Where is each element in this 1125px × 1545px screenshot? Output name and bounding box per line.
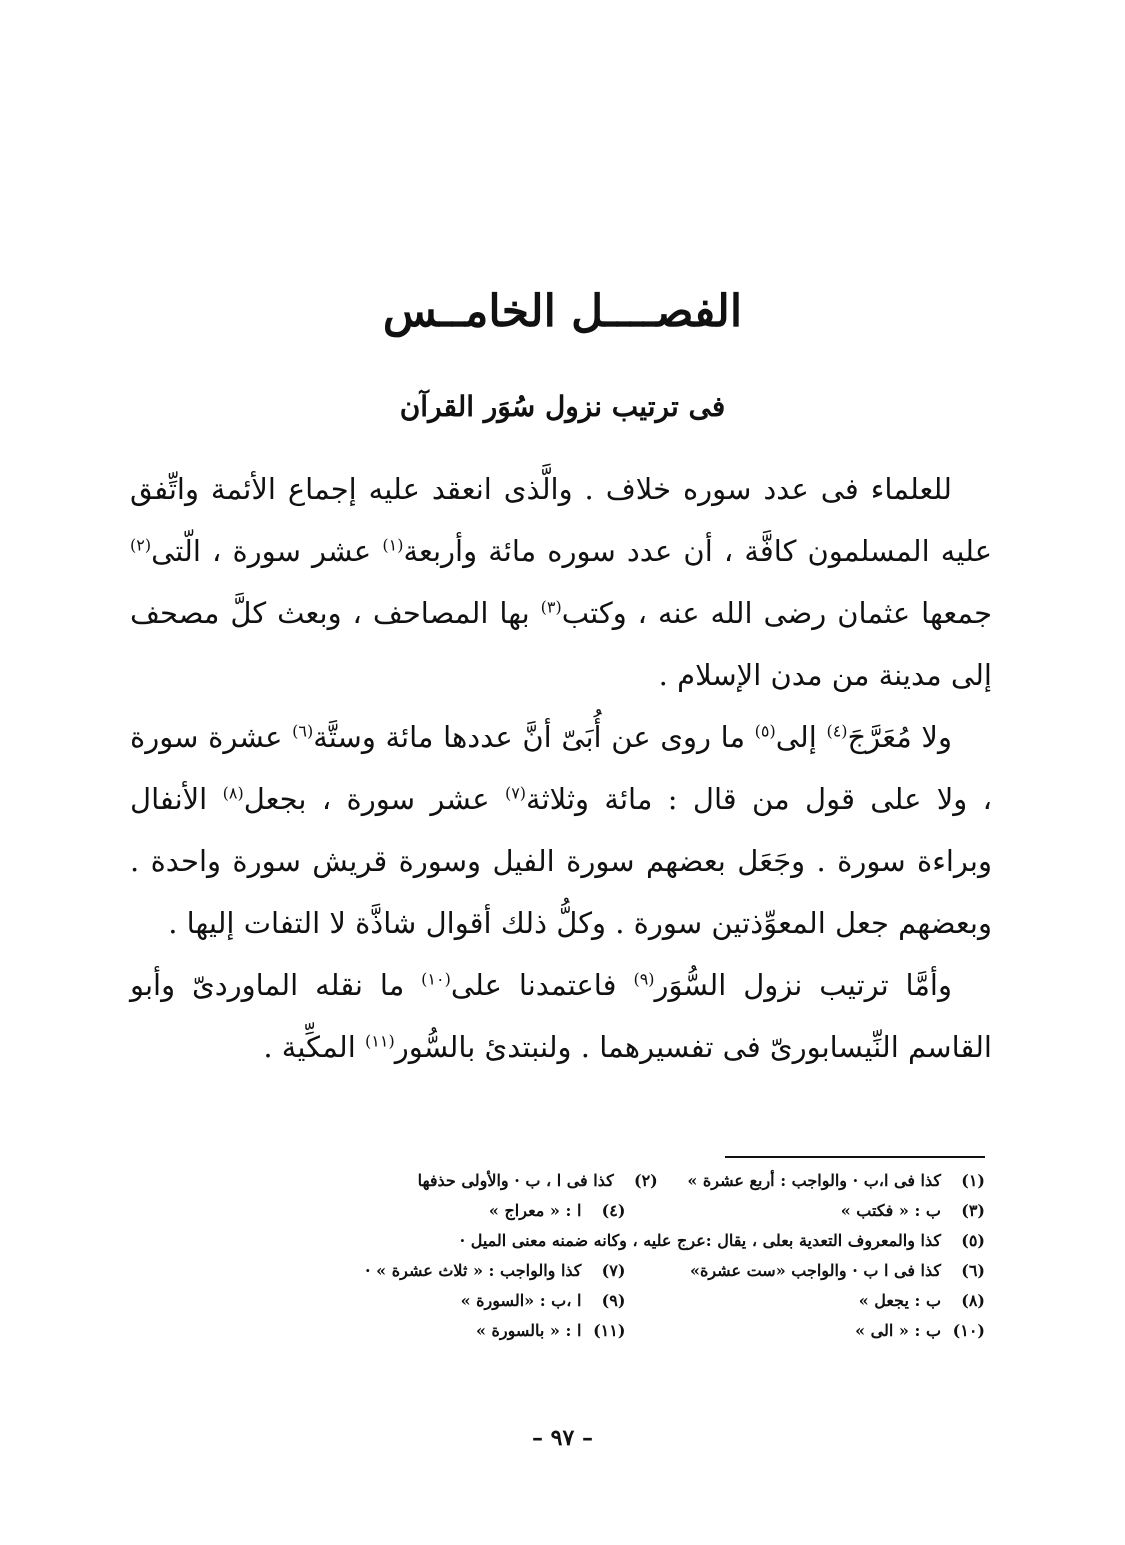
- footnote-number: (١٠): [952, 1321, 985, 1340]
- footnote-text: ب : يجعل »: [858, 1291, 941, 1310]
- footnote-marker: (٣): [540, 597, 562, 617]
- footnote-number: (٥): [961, 1231, 985, 1250]
- chapter-subtitle: فى ترتيب نزول سُوَر القرآن: [399, 390, 726, 423]
- footnote-row: [150, 1226, 985, 1256]
- footnote-marker: (١١): [365, 1031, 395, 1051]
- footnote-marker: (٦): [292, 721, 314, 741]
- footnote-text: كذا فى ا،ب · والواجب : أربع عشرة »: [687, 1171, 941, 1190]
- footnote-marker: (٥): [754, 721, 776, 741]
- footnote-item: [655, 1256, 985, 1286]
- paragraph-text: ولا مُعَرَّجَ: [847, 720, 952, 754]
- footnote-marker: (١): [382, 535, 404, 555]
- paragraph-1: [130, 458, 992, 706]
- footnote-row: [150, 1256, 985, 1286]
- footnote-item: [476, 1316, 625, 1346]
- footnote-number: (٩): [601, 1291, 626, 1310]
- footnote-row: [150, 1286, 985, 1316]
- footnote-number: (٤): [601, 1201, 626, 1220]
- footnote-item: [460, 1226, 985, 1256]
- footnote-text: ب : « الى »: [855, 1321, 941, 1340]
- footnote-text: كذا والمعروف التعدية بعلى ، يقال :عرج عليه ، وكانه ضمنه معنى الميل ·: [459, 1231, 941, 1250]
- paragraph-text: ما روى عن أُبَىّ أنَّ عددها مائة وستَّة: [313, 720, 755, 754]
- footnote-text: ب : « فكتب »: [840, 1201, 941, 1220]
- paragraph-text: بها المصاحف ، وبعث كلَّ مصحف إلى مدينة من مدن الإسلام .: [130, 596, 992, 692]
- footnote-row: [150, 1196, 985, 1226]
- footnote-number: (٦): [961, 1261, 985, 1280]
- paragraph-2: [130, 706, 992, 954]
- paragraph-text: ما نقله الماوردىّ وأبو القاسم النِّيسابورىّ فى تفسيرهما . ولنبتدئ بالسُّور: [130, 968, 992, 1064]
- footnote-text: كذا والواجب : « ثلاث عشرة » ·: [365, 1261, 582, 1280]
- footnote-text: كذا فى ا ب · والواجب «ست عشرة»: [689, 1261, 941, 1280]
- footnote-marker: (٩): [633, 969, 655, 989]
- footnote-number: (٢): [633, 1171, 658, 1190]
- footnote-number: (٣): [961, 1201, 985, 1220]
- paragraph-text: عشرة سورة ، ولا على قول من قال : مائة وثلاثة: [130, 720, 993, 816]
- footnote-item: [461, 1286, 626, 1316]
- body-text: [130, 458, 992, 1078]
- chapter-title: الفصــــل الخامــس: [382, 286, 743, 337]
- footnote-marker: (٧): [504, 783, 527, 803]
- footnotes: [150, 1166, 985, 1346]
- footnote-number: (١): [961, 1171, 985, 1190]
- footnote-row: [150, 1166, 985, 1196]
- footnote-number: (١١): [593, 1321, 626, 1340]
- footnote-marker: (٤): [826, 721, 848, 741]
- footnote-item: [687, 1166, 985, 1196]
- footnote-text: ا ،ب : «السورة »: [460, 1291, 582, 1310]
- paragraph-3: [130, 954, 992, 1078]
- footnote-marker: (٢): [130, 535, 152, 555]
- paragraph-text: عشر سورة ، بجعل: [243, 782, 505, 816]
- footnote-item: [365, 1256, 625, 1286]
- footnote-row: [150, 1316, 985, 1346]
- paragraph-text: عشر سورة ، الّتى: [151, 534, 383, 568]
- footnote-number: (٧): [601, 1261, 626, 1280]
- footnote-item: [489, 1196, 626, 1226]
- footnote-text: ا : « بالسورة »: [475, 1321, 582, 1340]
- footnote-item: [418, 1166, 658, 1196]
- footnote-marker: (٨): [222, 783, 244, 803]
- paragraph-text: المكِّية .: [263, 1030, 366, 1064]
- footnote-item: [655, 1286, 985, 1316]
- paragraph-text: للعلماء فى عدد سوره خلاف . والَّذى انعقد عليه إجماع الأئمة واتِّفق عليه المسلمون كافَّة ، أن عدد سوره مائة وأربعة: [130, 472, 992, 568]
- footnote-divider: [725, 1156, 985, 1158]
- footnote-item: [655, 1316, 985, 1346]
- paragraph-text: إلى: [775, 720, 827, 754]
- paragraph-text: فاعتمدنا على: [450, 968, 634, 1002]
- footnote-marker: (١٠): [421, 969, 451, 989]
- footnote-number: (٨): [961, 1291, 985, 1310]
- footnote-item: [655, 1196, 985, 1226]
- footnote-text: ا : « معراج »: [488, 1201, 582, 1220]
- page-number: – ٩٧ –: [532, 1425, 593, 1451]
- paragraph-text: الأنفال وبراءة سورة . وجَعَل بعضهم سورة الفيل وسورة قريش سورة واحدة . وبعضهم جعل المعوِّذتين سورة . وكلُّ ذلك أقوال شاذَّة لا التفات إليها .: [130, 782, 992, 940]
- paragraph-text: جمعها عثمان رضى الله عنه ، وكتب: [561, 596, 992, 630]
- paragraph-text: وأمَّا ترتيب نزول السُّوَر: [654, 968, 952, 1002]
- footnote-text: كذا فى ا ، ب · والأولى حذفها: [417, 1171, 614, 1190]
